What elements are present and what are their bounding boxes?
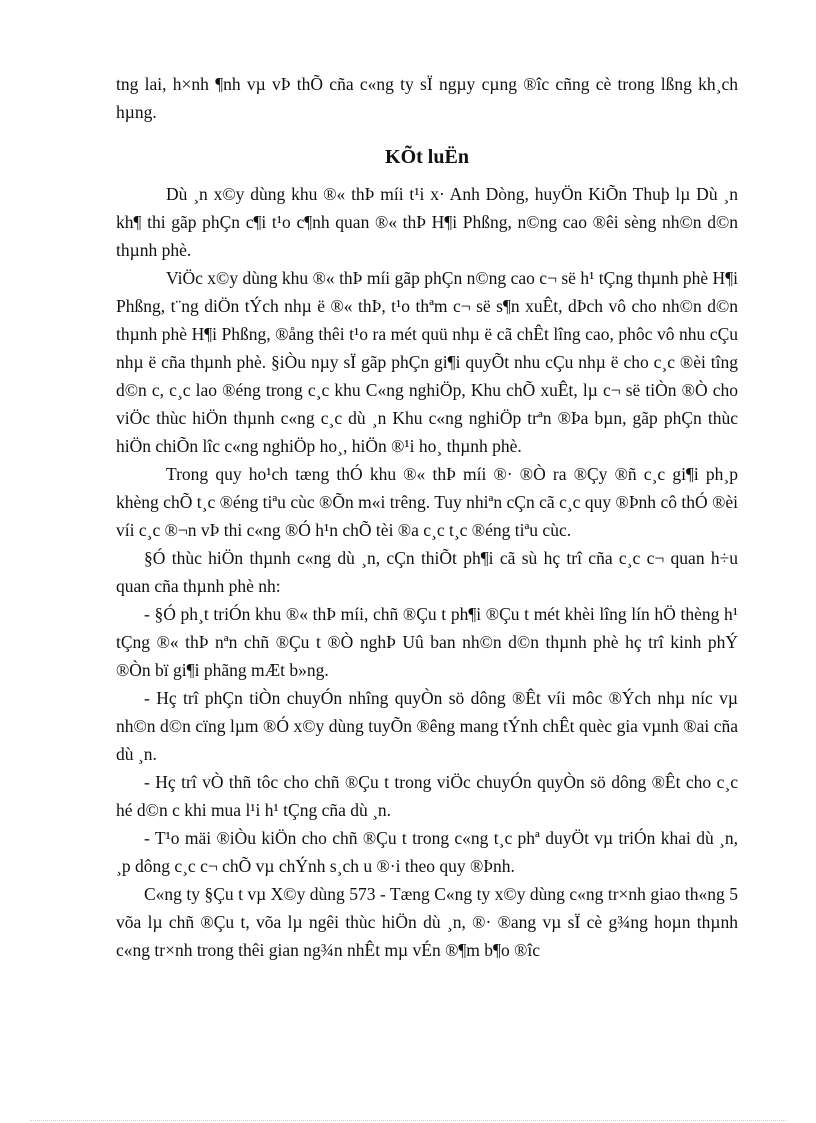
section-heading-conclusion: KÕt luËn <box>385 146 469 168</box>
paragraph-company-commitment: C«ng ty §Çu t vµ X©y dùng 573 - Tæng C«ng ty x©y dùng c«ng tr×nh giao th«ng 5 võa lµ chñ ®Çu t, võa lµ ngêi thùc hiÖn dù ¸n, ®· ®ang vµ sÏ cè g¾ng hoµn thµnh c«ng tr×nh trong thêi gian ng¾n nhÊt mµ vÉn ®¶m b¶o ®îc <box>116 884 738 960</box>
paragraph-infrastructure: ViÖc x©y dùng khu ®« thÞ míi gãp phÇn n©ng cao c¬ së h¹ tÇng thµnh phè H¶i Phßng, t¨ng diÖn tÝch nhµ ë ®« thÞ, t¹o thªm c¬ së s¶n xuÊt, dÞch vô cho nh©n d©n thµnh phè H¶i Phßng, ®ång thêi t¹o ra mét quü nhµ ë cã chÊt lîng cao, phôc vô nhu cÇu nhµ ë cña thµnh phè. §iÒu nµy sÏ gãp phÇn gi¶i quyÕt nhu cÇu nhµ ë cho c¸c ®èi tîng d©n c, c¸c lao ®éng trong c¸c khu C«ng nghiÖp, Khu chÕ xuÊt, lµ c¬ së tiÒn ®Ò cho viÖc thùc hiÖn thµnh c«ng c¸c dù ¸n Khu c«ng nghiÖp trªn ®Þa bµn, gãp phÇn thùc hiÖn chiÕn lîc c«ng nghiÖp ho¸, hiÖn ®¹i ho¸ thµnh phè. <box>116 268 738 456</box>
paragraph-continuation: tng lai, h×nh ¶nh vµ vÞ thÕ cña c«ng ty sÏ ngµy cµng ®îc cñng cè trong lßng kh¸ch hµng. <box>116 74 738 122</box>
paragraph-planning: Trong quy ho¹ch tæng thÓ khu ®« thÞ míi ®· ®Ò ra ®Çy ®ñ c¸c gi¶i ph¸p khèng chÕ t¸c ®éng tiªu cùc ®Õn m«i trêng. Tuy nhiªn cÇn cã c¸c quy ®Þnh cô thÓ ®èi víi c¸c ®¬n vÞ thi c«ng ®Ó h¹n chÕ tèi ®a c¸c t¸c ®éng tiªu cùc. <box>116 464 738 540</box>
list-item-land-transfer: - Hç trî phÇn tiÒn chuyÓn nhîng quyÒn sö dông ®Êt víi môc ®Ých nhµ níc vµ nh©n d©n cïng lµm ®Ó x©y dùng tuyÕn ®êng mang tÝnh chÊt quèc gia vµnh ®ai cña dù ¸n. <box>116 688 738 764</box>
paragraph-support-needed: §Ó thùc hiÖn thµnh c«ng dù ¸n, cÇn thiÕt ph¶i cã sù hç trî cña c¸c c¬ quan h÷u quan cña thµnh phè nh: <box>116 548 738 596</box>
document-page <box>116 70 738 964</box>
list-item-procedures: - Hç trî vÒ thñ tôc cho chñ ®Çu t trong viÖc chuyÓn quyÒn sö dông ®Êt cho c¸c hé d©n c khi mua l¹i h¹ tÇng cña dù ¸n. <box>116 772 738 820</box>
list-item-approval: - T¹o mäi ®iÒu kiÖn cho chñ ®Çu t trong c«ng t¸c phª duyÖt vµ triÓn khai dù ¸n, ¸p dông c¸c c¬ chÕ vµ chÝnh s¸ch u ®·i theo quy ®Þnh. <box>116 828 738 876</box>
paragraph-project-feasibility: Dù ¸n x©y dùng khu ®« thÞ míi t¹i x· Anh Dòng, huyÖn KiÕn Thuþ lµ Dù ¸n kh¶ thi gãp phÇn c¶i t¹o c¶nh quan ®« thÞ H¶i Phßng, n©ng cao ®êi sèng nh©n d©n thµnh phè. <box>116 184 738 260</box>
list-item-compensation: - §Ó ph¸t triÓn khu ®« thÞ míi, chñ ®Çu t ph¶i ®Çu t mét khèi lîng lín hÖ thèng h¹ tÇng ®« thÞ nªn chñ ®Çu t ®Ò nghÞ Uû ban nh©n d©n thµnh phè hç trî kinh phÝ ®Òn bï gi¶i phãng mÆt b»ng. <box>116 604 738 680</box>
page-bottom-divider <box>30 1120 786 1121</box>
